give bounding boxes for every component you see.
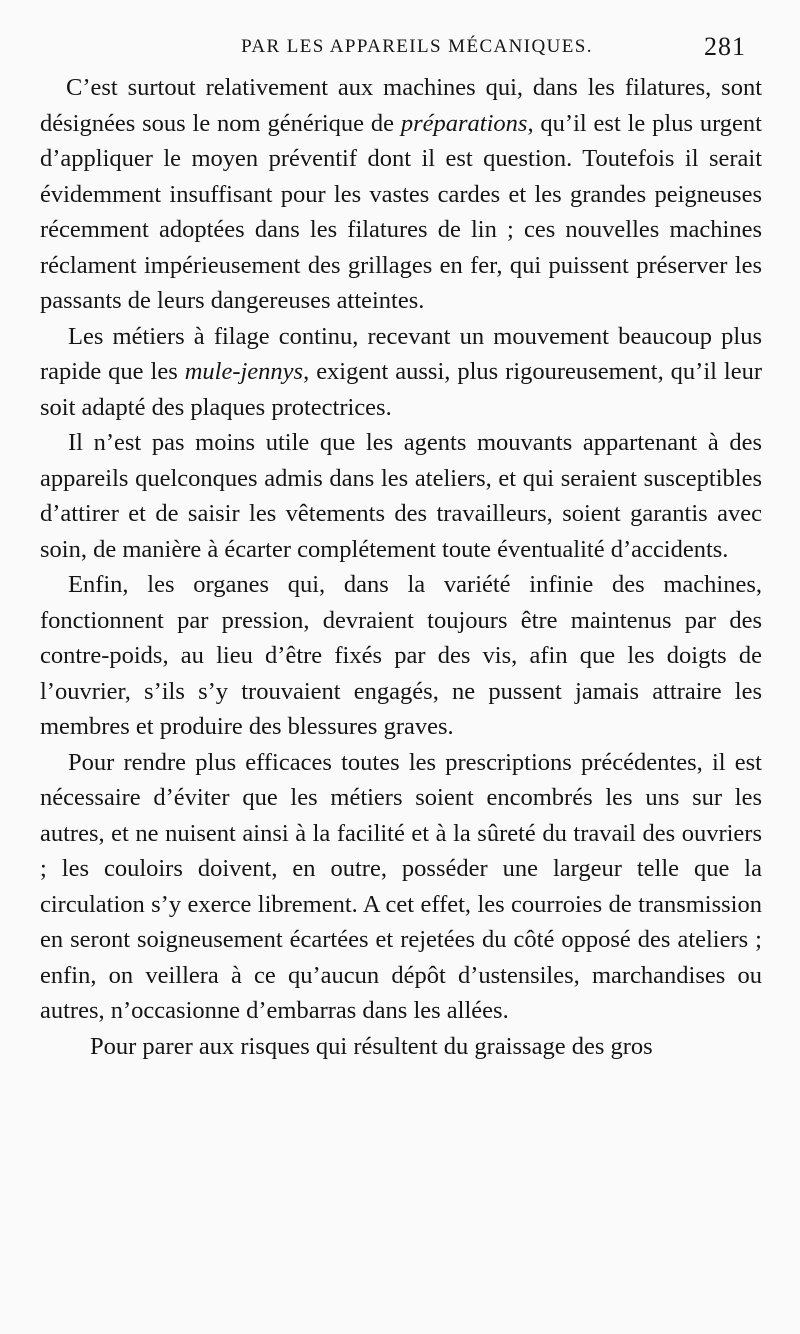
body-text: [40, 70, 762, 1064]
italic-term: mule-jennys: [184, 358, 304, 385]
paragraph: [40, 567, 762, 745]
paragraph-text: Les métiers à filage continu, recevant un mouvement beaucoup plus rapide que les: [40, 322, 762, 385]
page-number: 281: [704, 32, 746, 61]
paragraph-text: Enfin, les organes qui, dans la variété infinie des machines, fonctionnent par pression, devraient toujours être maintenus par des contre-poids, au lieu d’être fixés par des vis, afin que les doigts de l’ouvrier, s’ils s’y trouvaient engagés, ne pussent jamais attraire les membres et produire des blessures graves.: [40, 571, 762, 740]
paragraph-text: Pour parer aux risques qui résultent du graissage des gros: [90, 1032, 653, 1060]
running-title: PAR LES APPAREILS MÉCANIQUES.: [241, 36, 593, 57]
paragraph: [40, 425, 762, 567]
paragraph: [40, 1029, 762, 1065]
paragraph-text: Il n’est pas moins utile que les agents mouvants appartenant à des appareils quelconques admis dans les ateliers, et qui seraient susceptibles d’attirer et de saisir les vêtements des travailleurs, soient garantis avec soin, de manière à écarter complétement toute éventualité d’accidents.: [40, 429, 762, 563]
paragraph: [40, 70, 762, 319]
paragraph: [40, 745, 762, 1029]
running-head: [48, 32, 746, 72]
paragraph-text: Pour rendre plus efficaces toutes les prescriptions précédentes, il est nécessaire d’éviter que les métiers soient encombrés les uns sur les autres, et ne nuisent ainsi à la facilité et à la sûreté du travail des ouvriers ; les couloirs doivent, en outre, posséder une largeur telle que la circulation s’y exerce librement. A cet effet, les courroies de transmission en seront soigneusement écartées et rejetées du côté opposé des ateliers ; enfin, on veillera à ce qu’aucun dépôt d’ustensiles, marchandises ou autres, n’occasionne d’embarras dans les allées.: [40, 748, 762, 1024]
paragraph-text: , exigent aussi, plus rigoureusement, qu’il leur soit adapté des plaques protectrices.: [40, 358, 762, 421]
paragraph-text: , qu’il est le plus urgent d’appliquer le moyen préventif dont il est question. Toutefois il serait évidemment insuffisant pour les vastes cardes et les grandes peigneuses récemment adoptées dans les filatures de lin ; ces nouvelles machines réclament impérieusement des grillages en fer, qui puissent préserver les passants de leurs dangereuses atteintes.: [40, 109, 762, 314]
italic-term: préparations: [400, 109, 528, 137]
paragraph: [40, 319, 762, 426]
paragraph-text: C’est surtout relativement aux machines qui, dans les filatures, sont désignées sous le nom générique de: [40, 74, 762, 137]
